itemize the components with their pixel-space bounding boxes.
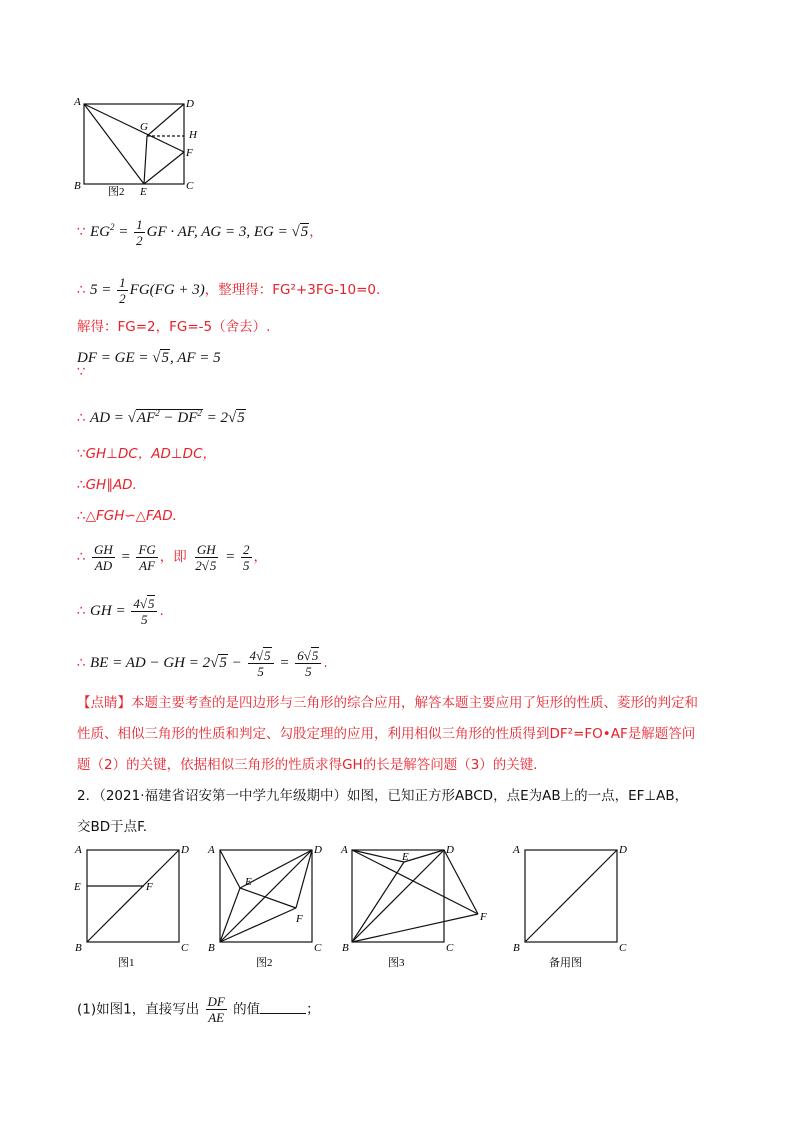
- figure-1-caption: 图1: [118, 957, 135, 969]
- label-c: C: [314, 942, 322, 954]
- segment-ef: [144, 152, 184, 184]
- diagonal-bd: [525, 850, 617, 942]
- label-b: B: [75, 942, 82, 954]
- label-d: D: [619, 844, 627, 856]
- label-e: E: [245, 876, 252, 888]
- punct-comma: ，: [309, 224, 323, 240]
- label-b: B: [513, 942, 520, 954]
- math-ratio-2: $\frac{GH}{2√5}$ = $\frac{2}{5}$: [195, 542, 250, 573]
- segment-ae: [220, 850, 240, 888]
- math-gh: GH = $\frac{4√5}{5}$: [90, 603, 159, 619]
- solution-line-11: [77, 648, 328, 679]
- segment-gd: [147, 104, 184, 136]
- comment-line-1: 【点睛】本题主要考查的是四边形与三角形的综合应用，解答本题主要应用了矩形的性质、菱形的判定和: [77, 695, 698, 711]
- rectangle-abcd: [84, 104, 184, 184]
- comment-line-2: 性质、相似三角形的性质和判定、勾股定理的应用，利用相似三角形的性质得到DF²=FO•AF是解题答问: [77, 726, 696, 742]
- segment-ae: [352, 850, 404, 862]
- diagonal-bd: [220, 850, 312, 942]
- question-1-prefix: (1)如图1，直接写出: [77, 1001, 200, 1018]
- because-symbol: ∵: [77, 224, 86, 240]
- label-f: F: [186, 147, 193, 159]
- question-1: [77, 994, 320, 1025]
- label-d: D: [446, 844, 454, 856]
- therefore-symbol: ∴: [77, 602, 86, 619]
- label-a: A: [75, 844, 82, 856]
- segment-af: [84, 104, 184, 152]
- punct-comma: ，: [253, 548, 268, 565]
- label-e: E: [140, 186, 147, 198]
- math-df-ge: DF = GE = √5, AF = 5: [77, 350, 221, 366]
- namely-text: ，即: [159, 548, 187, 565]
- label-a: A: [341, 844, 348, 856]
- fraction-denominator: AE: [208, 1010, 225, 1025]
- problem-2-line-1: 2．（2021·福建省诏安第一中学九年级期中）如图，已知正方形ABCD，点E为AB上的一点，EF⊥AB，: [77, 788, 689, 804]
- label-e: E: [74, 881, 81, 893]
- figure-3: [338, 838, 498, 974]
- solution-line-5: [77, 403, 246, 428]
- diagonal-bd: [352, 850, 444, 942]
- math-eg-squared: $EG^2$ = $\frac{1}{2}$ GF · AF, AG = 3, EG = √5: [90, 217, 309, 249]
- segment-ef: [240, 888, 296, 908]
- label-h: H: [189, 129, 197, 141]
- solution-line-8: ∴△FGH∽△FAD.: [77, 508, 177, 524]
- segment-df: [444, 850, 478, 914]
- math-be: BE = AD − GH = 2√5 − $\frac{4√5}{5}$ = $\frac{6√5}{5}$: [90, 655, 323, 671]
- organize-text: ，整理得：FG²+3FG-10=0.: [204, 281, 381, 298]
- solution-line-6: ∵GH⊥DC，AD⊥DC，: [77, 446, 216, 462]
- fraction-numerator: DF: [207, 994, 225, 1009]
- therefore-symbol: ∴: [77, 548, 86, 565]
- segment-ge: [144, 136, 147, 184]
- label-c: C: [186, 180, 194, 192]
- segment-af: [352, 850, 478, 914]
- diagonal-bd: [87, 850, 179, 942]
- label-d: D: [181, 844, 189, 856]
- solution-line-4: [77, 348, 221, 368]
- fraction-df-ae: [206, 994, 227, 1025]
- label-d: D: [314, 844, 322, 856]
- therefore-symbol: ∴: [77, 281, 86, 298]
- label-d: D: [186, 98, 194, 110]
- solution-line-3: 解得：FG=2，FG=-5（舍去）.: [77, 319, 271, 335]
- therefore-symbol: ∴: [77, 410, 86, 426]
- question-1-suffix: 的值: [233, 1001, 261, 1018]
- punct-period: .: [159, 602, 164, 619]
- label-f: F: [480, 911, 487, 923]
- label-g: G: [140, 121, 148, 133]
- label-b: B: [342, 942, 349, 954]
- solution-line-1: [77, 217, 323, 248]
- segment-bf: [352, 914, 478, 942]
- figure-1: [70, 838, 200, 974]
- figure-caption: 图2: [108, 186, 125, 198]
- punct-period: .: [323, 654, 328, 671]
- label-c: C: [181, 942, 189, 954]
- answer-blank[interactable]: [260, 1001, 306, 1014]
- problem-2-line-2: 交BD于点F.: [77, 819, 148, 835]
- label-b: B: [74, 180, 81, 192]
- label-e: E: [402, 851, 409, 863]
- label-a: A: [74, 96, 81, 108]
- figure-2: [198, 838, 333, 974]
- math-ratio-1: $\frac{GH}{AD}$ = $\frac{FG}{AF}$: [94, 542, 156, 573]
- math-equation-5: 5 = $\frac{1}{2}$ FG(FG + 3): [90, 275, 205, 306]
- label-a: A: [208, 844, 215, 856]
- label-c: C: [446, 942, 454, 954]
- solution-line-10: [77, 596, 164, 627]
- math-ad: AD = $√AF^2 - DF^2 = 2√5$: [90, 408, 245, 426]
- solution-line-7: ∴GH∥AD.: [77, 477, 137, 493]
- question-1-end: ；: [306, 1001, 320, 1018]
- segment-be: [352, 862, 404, 942]
- label-f: F: [296, 913, 303, 925]
- figure-spare: [505, 838, 635, 974]
- label-c: C: [619, 942, 627, 954]
- figure-rectangle-top: [72, 96, 212, 198]
- figure-2-caption: 图2: [256, 957, 273, 969]
- comment-line-3: 题（2）的关键，依据相似三角形的性质求得GH的长是解答问题（3）的关键.: [77, 757, 538, 773]
- label-a: A: [513, 844, 520, 856]
- solution-line-2: [77, 275, 380, 306]
- figure-3-caption: 图3: [388, 957, 405, 969]
- solution-line-9: [77, 542, 267, 573]
- because-mark-4: ∵: [77, 364, 86, 380]
- segment-bf: [220, 908, 296, 942]
- therefore-symbol: ∴: [77, 654, 86, 671]
- figure-spare-caption: 备用图: [549, 957, 582, 969]
- label-b: B: [208, 942, 215, 954]
- label-f: F: [146, 881, 153, 893]
- segment-ae: [84, 104, 144, 184]
